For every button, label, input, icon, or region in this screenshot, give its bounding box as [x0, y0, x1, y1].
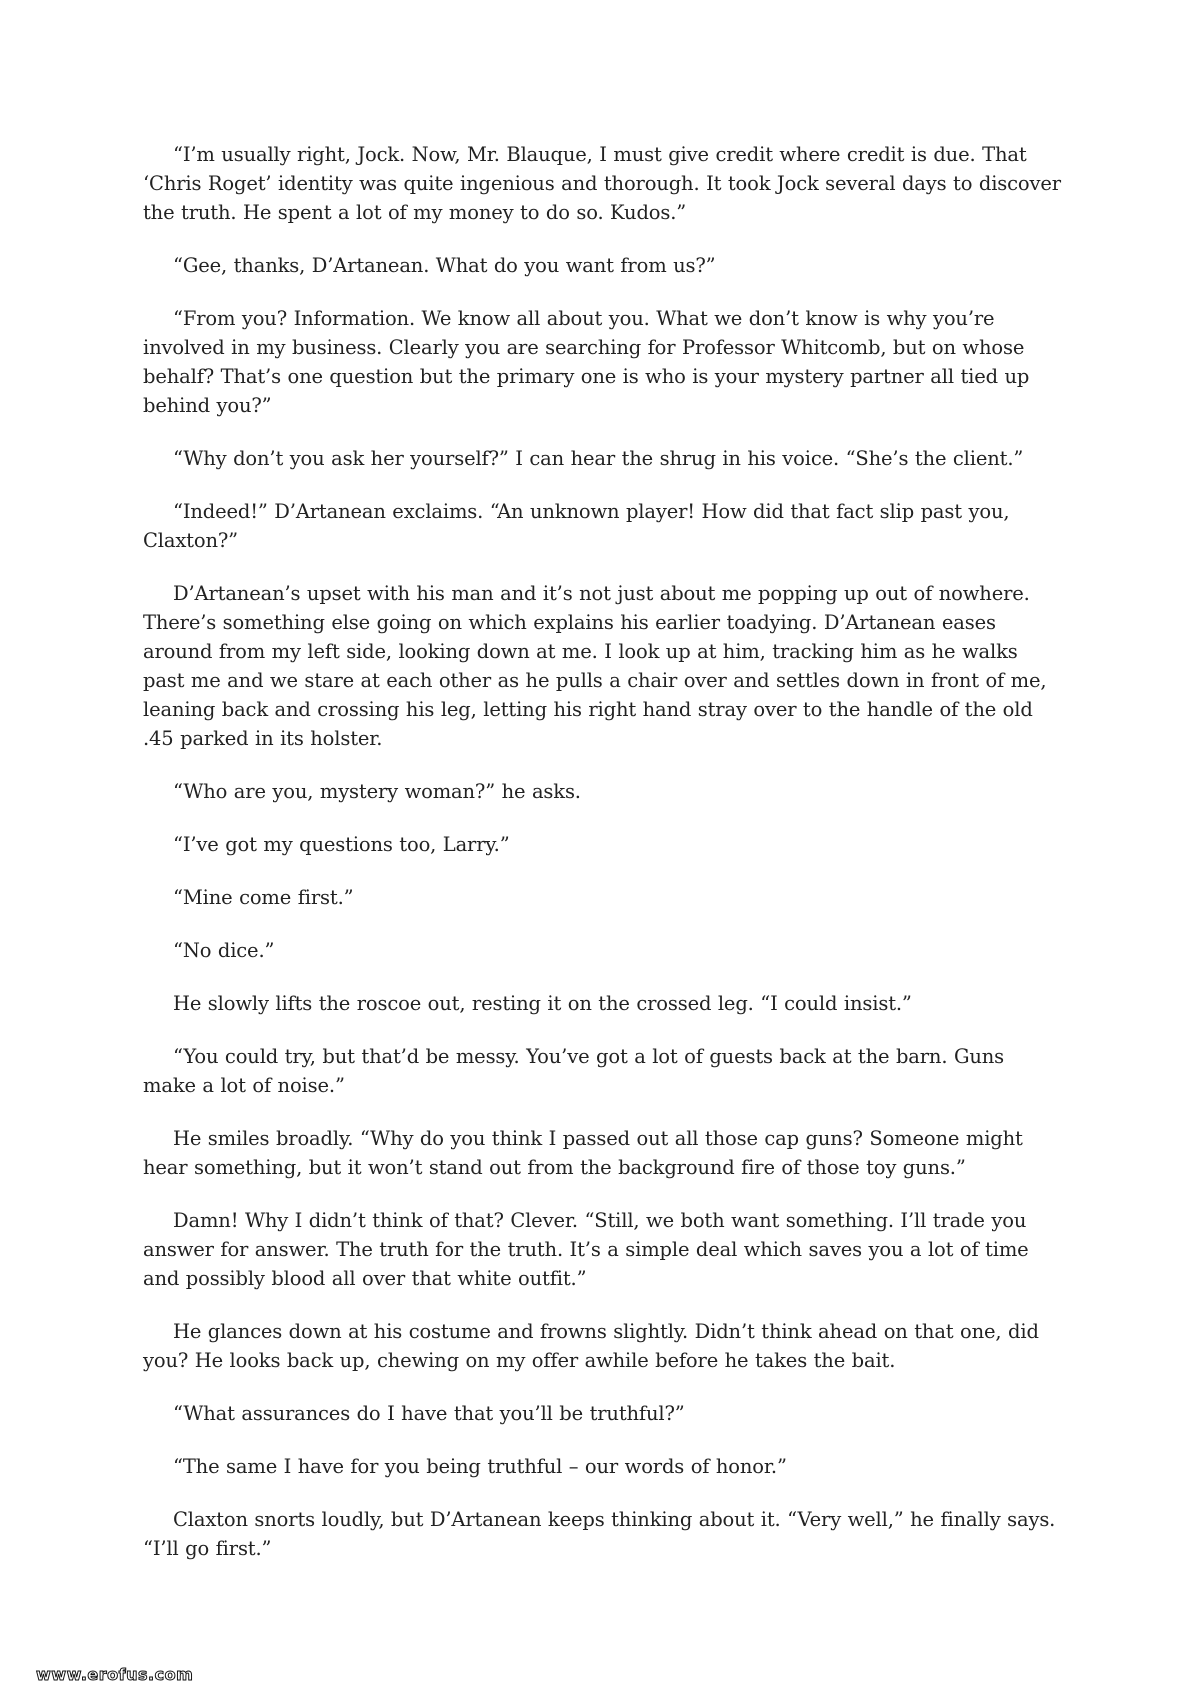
paragraph-15: He glances down at his costume and frowns slightly. Didn’t think ahead on that one, did you? He looks back up, chewing on my offer awhile before he takes the bait. — [143, 1320, 1039, 1372]
paragraph-9: “Mine come first.” — [173, 886, 354, 909]
paragraph-5: “Indeed!” D’Artanean exclaims. “An unknown player! How did that fact slip past you, Claxton?” — [143, 500, 1010, 552]
paragraph-16: “What assurances do I have that you’ll be truthful?” — [173, 1402, 685, 1425]
site-watermark: www.erofus.com — [36, 1665, 194, 1684]
paragraph-4: “Why don’t you ask her yourself?” I can hear the shrug in his voice. “She’s the client.” — [173, 447, 1024, 470]
paragraph-11: He slowly lifts the roscoe out, resting it on the crossed leg. “I could insist.” — [173, 992, 912, 1015]
paragraph-7: “Who are you, mystery woman?” he asks. — [173, 780, 581, 803]
paragraph-1: “I’m usually right, Jock. Now, Mr. Blauque, I must give credit where credit is due. That ‘Chris Roget’ identity was quite ingenious and thorough. It took Jock several days to discover the truth. He spent a lot of my money to do so. Kudos.” — [143, 143, 1061, 224]
paragraph-3: “From you? Information. We know all about you. What we don’t know is why you’re involved in my business. Clearly you are searching for Professor Whitcomb, but on whose behalf? That’s one question but the primary one is who is your mystery partner all tied up behind you?” — [143, 307, 1030, 417]
paragraph-12: “You could try, but that’d be messy. You’ve got a lot of guests back at the barn. Guns make a lot of noise.” — [143, 1045, 1005, 1097]
paragraph-2: “Gee, thanks, D’Artanean. What do you want from us?” — [173, 254, 716, 277]
document-page — [143, 140, 1063, 1587]
paragraph-10: “No dice.” — [173, 939, 275, 962]
paragraph-18: Claxton snorts loudly, but D’Artanean keeps thinking about it. “Very well,” he finally says. “I’ll go first.” — [143, 1508, 1056, 1560]
paragraph-17: “The same I have for you being truthful – our words of honor.” — [173, 1455, 787, 1478]
paragraph-14: Damn! Why I didn’t think of that? Clever. “Still, we both want something. I’ll trade you answer for answer. The truth for the truth. It’s a simple deal which saves you a lot of time and possibly blood all over that white outfit.” — [143, 1209, 1029, 1290]
paragraph-6: D’Artanean’s upset with his man and it’s not just about me popping up out of nowhere. There’s something else going on which explains his earlier toadying. D’Artanean eases around from my left side, looking down at me. I look up at him, tracking him as he walks past me and we stare at each other as he pulls a chair over and settles down in front of me, leaning back and crossing his leg, letting his right hand stray over to the handle of the old .45 parked in its holster. — [143, 582, 1047, 750]
paragraph-8: “I’ve got my questions too, Larry.” — [173, 833, 510, 856]
paragraph-13: He smiles broadly. “Why do you think I passed out all those cap guns? Someone might hear something, but it won’t stand out from the background fire of those toy guns.” — [143, 1127, 1023, 1179]
